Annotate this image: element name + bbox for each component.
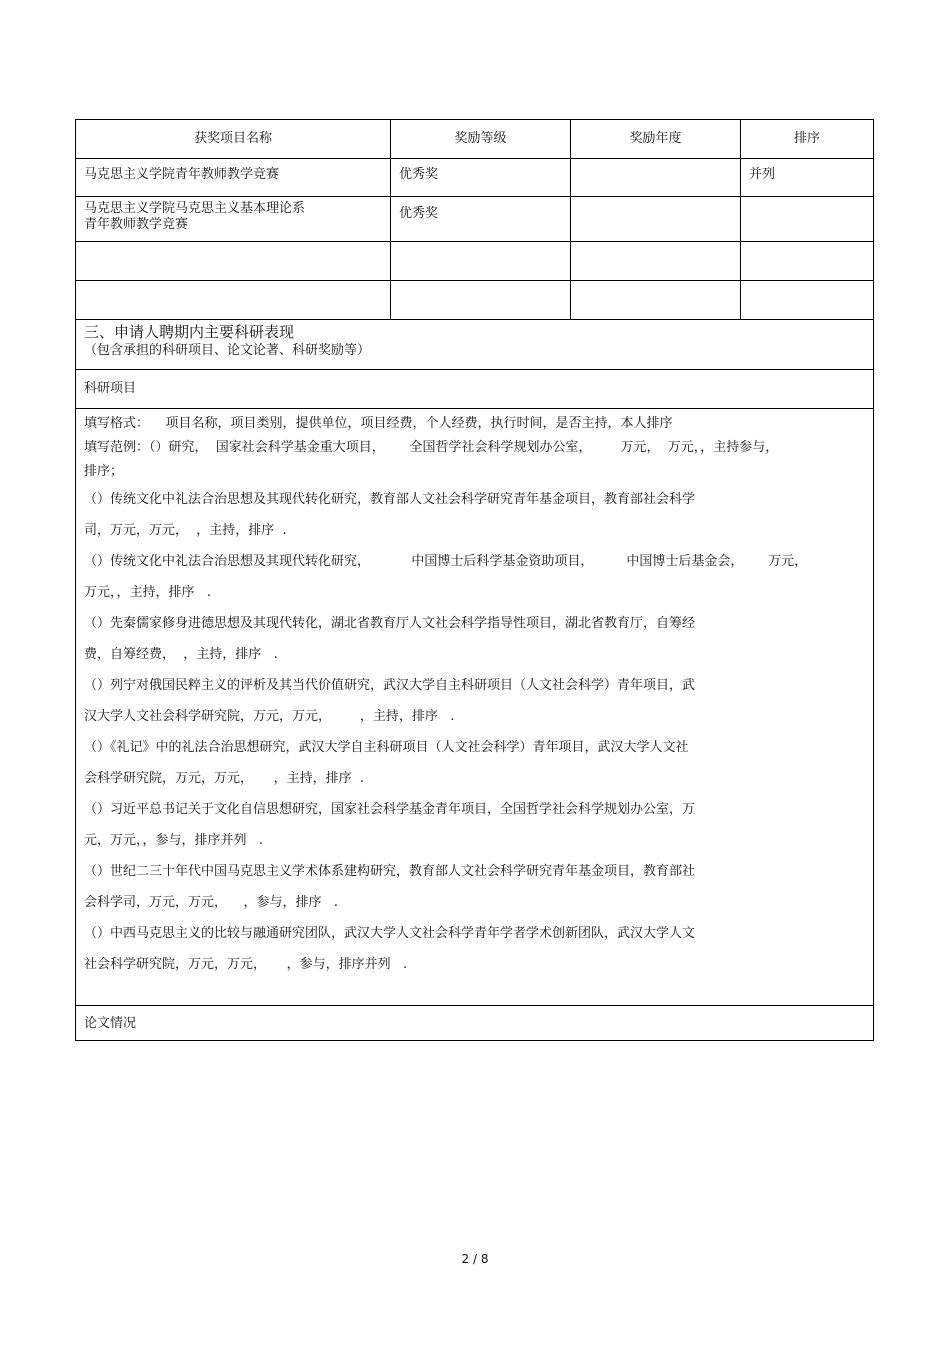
table-row xyxy=(76,159,873,197)
empty-cell xyxy=(571,281,741,319)
empty-cell xyxy=(741,281,873,319)
project-line: （）列宁对俄国民粹主义的评析及其当代价值研究，武汉大学自主科研项目（人文社会科学）青年项目，武 xyxy=(84,678,696,693)
award-name-line: 马克思主义学院马克思主义基本理论系 xyxy=(84,201,306,216)
section-title: 三、申请人聘期内主要科研表现 xyxy=(84,323,295,341)
rank-cell xyxy=(741,197,873,241)
projects-label: 科研项目 xyxy=(84,381,137,396)
rank-cell: 并列 xyxy=(749,167,776,182)
award-name-cell: 马克思主义学院青年教师教学竞赛 xyxy=(76,159,391,196)
table-header-row xyxy=(76,120,873,159)
section-title-row xyxy=(76,320,873,370)
award-level-cell: 优秀奖 xyxy=(391,159,571,196)
awards-table xyxy=(75,119,874,1041)
award-level-cell: 优秀奖 xyxy=(391,197,571,241)
format-line: 填写格式： 项目名称，项目类别，提供单位，项目经费，个人经费，执行时间，是否主持，本人排序 xyxy=(84,416,673,431)
project-line: 万元，，主持，排序 . xyxy=(84,585,212,600)
project-line: 汉大学人文社会科学研究院，万元，万元， ，主持，排序 . xyxy=(84,709,455,724)
projects-body-row xyxy=(76,409,873,1006)
table-row xyxy=(76,197,873,242)
project-line: 费，自筹经费， ，主持，排序 . xyxy=(84,647,278,662)
award-name-line: 青年教师教学竞赛 xyxy=(84,217,189,232)
award-year-cell xyxy=(571,159,741,196)
header-award-level: 奖励等级 xyxy=(391,120,571,158)
header-rank: 排序 xyxy=(793,131,820,146)
project-line: （）传统文化中礼法合治思想及其现代转化研究， 中国博士后科学基金资助项目， 中国博士后基金会， 万元， xyxy=(84,554,808,569)
project-line: （）习近平总书记关于文化自信思想研究，国家社会科学基金青年项目，全国哲学社会科学规划办公室，万 xyxy=(84,802,696,817)
award-name-cell xyxy=(76,197,391,241)
empty-cell xyxy=(741,242,873,280)
papers-label-row xyxy=(76,1006,873,1040)
empty-cell xyxy=(391,242,571,280)
project-line: （）先秦儒家修身进德思想及其现代转化，湖北省教育厅人文社会科学指导性项目，湖北省教育厅，自筹经 xyxy=(84,616,696,631)
header-award-name: 获奖项目名称 xyxy=(76,120,391,158)
section-subtitle: （包含承担的科研项目、论文论著、科研奖励等） xyxy=(84,343,371,358)
projects-label-row xyxy=(76,370,873,409)
project-line: 会科学司，万元，万元， ，参与，排序 . xyxy=(84,895,339,910)
project-line: （）中西马克思主义的比较与融通研究团队，武汉大学人文社会科学青年学者学术创新团队，武汉大学人文 xyxy=(84,926,696,941)
award-year-cell xyxy=(571,197,741,241)
project-line: （）传统文化中礼法合治思想及其现代转化研究，教育部人文社会科学研究青年基金项目，教育部社会科学 xyxy=(84,492,696,507)
papers-label: 论文情况 xyxy=(84,1016,137,1031)
table-row-empty xyxy=(76,242,873,281)
project-line: （）《礼记》中的礼法合治思想研究，武汉大学自主科研项目（人文社会科学）青年项目，武汉大学人文社 xyxy=(84,740,689,755)
project-line: 会科学研究院，万元，万元， ，主持，排序 . xyxy=(84,771,365,786)
project-line: 社会科学研究院，万元，万元， ，参与，排序并列 . xyxy=(84,957,408,972)
page-number: 2 / 8 xyxy=(461,1252,489,1266)
empty-cell xyxy=(391,281,571,319)
example-line: 排序； xyxy=(84,464,124,479)
example-line: 填写范例：（）研究， 国家社会科学基金重大项目， 全国哲学社会科学规划办公室， 万元， 万元，，主持参与， xyxy=(84,440,779,455)
empty-cell xyxy=(571,242,741,280)
header-award-year: 奖励年度 xyxy=(571,120,741,158)
project-line: （）世纪二三十年代中国马克思主义学术体系建构研究，教育部人文社会科学研究青年基金项目，教育部社 xyxy=(84,864,696,879)
table-row-empty xyxy=(76,281,873,320)
empty-cell xyxy=(76,281,391,319)
projects-body xyxy=(76,409,873,1005)
empty-cell xyxy=(76,242,391,280)
section-title-cell xyxy=(76,320,873,369)
project-line: 司，万元，万元， ，主持，排序 . xyxy=(84,523,287,538)
project-line: 元，万元，，参与，排序并列 . xyxy=(84,833,264,848)
